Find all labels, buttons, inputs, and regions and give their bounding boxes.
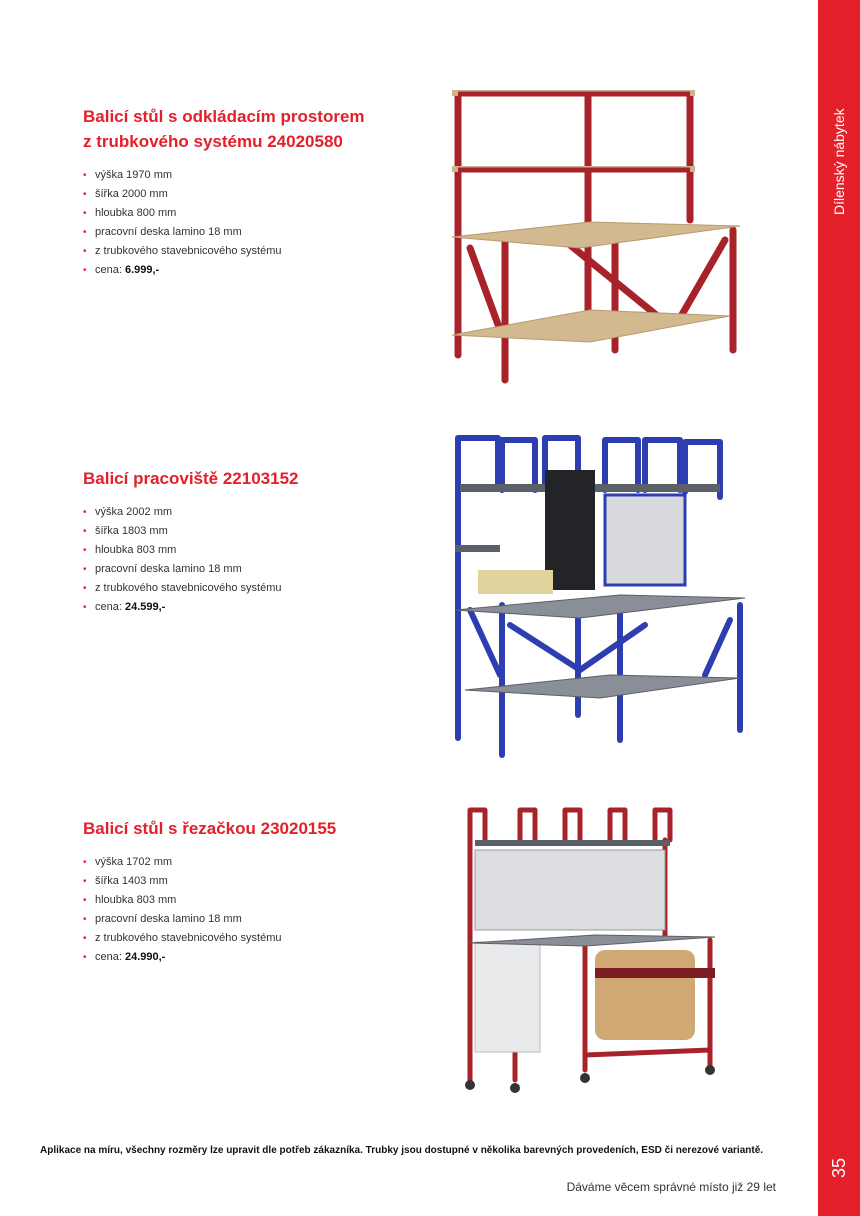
product-card	[83, 104, 413, 280]
spec-item: • pracovní deska lamino 18 mm	[83, 560, 413, 579]
spec-item: • výška 2002 mm	[83, 503, 413, 522]
spec-list	[83, 166, 413, 280]
product-title: Balicí stůl s řezačkou 23020155	[83, 819, 337, 838]
spec-item: • pracovní deska lamino 18 mm	[83, 910, 413, 929]
footer-note: Aplikace na míru, všechny rozměry lze upravit dle potřeb zákazníka. Trubky jsou dostupné v několika barevných provedeních, ESD či nerezové variantě.	[40, 1145, 764, 1156]
price-label: cena:	[95, 264, 125, 276]
product-image-shelving	[440, 80, 760, 390]
product-title: Balicí pracoviště 22103152	[83, 469, 299, 488]
section-sidebar	[818, 0, 860, 1216]
price-item	[83, 261, 413, 280]
spec-item: • z trubkového stavebnicového systému	[83, 579, 413, 598]
spec-list	[83, 853, 413, 967]
spec-item: • výška 1702 mm	[83, 853, 413, 872]
product-title-line2: z trubkového systému 24020580	[83, 132, 343, 151]
product-title-line1: Balicí stůl s odkládacím prostorem	[83, 107, 365, 126]
spec-item: • šířka 2000 mm	[83, 185, 413, 204]
footer-slogan: Dáváme věcem správné místo již 29 let	[566, 1180, 776, 1194]
spec-item: • hloubka 803 mm	[83, 541, 413, 560]
spec-item: • výška 1970 mm	[83, 166, 413, 185]
product-title	[83, 104, 413, 154]
spec-item: • šířka 1403 mm	[83, 872, 413, 891]
page-number: 35	[829, 1157, 849, 1179]
spec-item: • šířka 1803 mm	[83, 522, 413, 541]
price-label: cena:	[95, 601, 125, 613]
product-card	[83, 466, 413, 617]
price-item	[83, 948, 413, 967]
product-card	[83, 816, 413, 967]
spec-item: • z trubkového stavebnicového systému	[83, 242, 413, 261]
price-value: 24.990,-	[124, 951, 166, 963]
price-label: cena:	[95, 951, 125, 963]
price-item	[83, 598, 413, 617]
spec-item: • hloubka 803 mm	[83, 891, 413, 910]
section-title: Dílenský nábytek	[831, 108, 847, 215]
spec-list	[83, 503, 413, 617]
product-image-workstation	[440, 420, 760, 770]
product-image-cutter-table	[455, 800, 725, 1100]
spec-item: • hloubka 800 mm	[83, 204, 413, 223]
price-value: 6.999,-	[124, 264, 160, 276]
spec-item: • z trubkového stavebnicového systému	[83, 929, 413, 948]
price-value: 24.599,-	[124, 601, 166, 613]
spec-item: • pracovní deska lamino 18 mm	[83, 223, 413, 242]
